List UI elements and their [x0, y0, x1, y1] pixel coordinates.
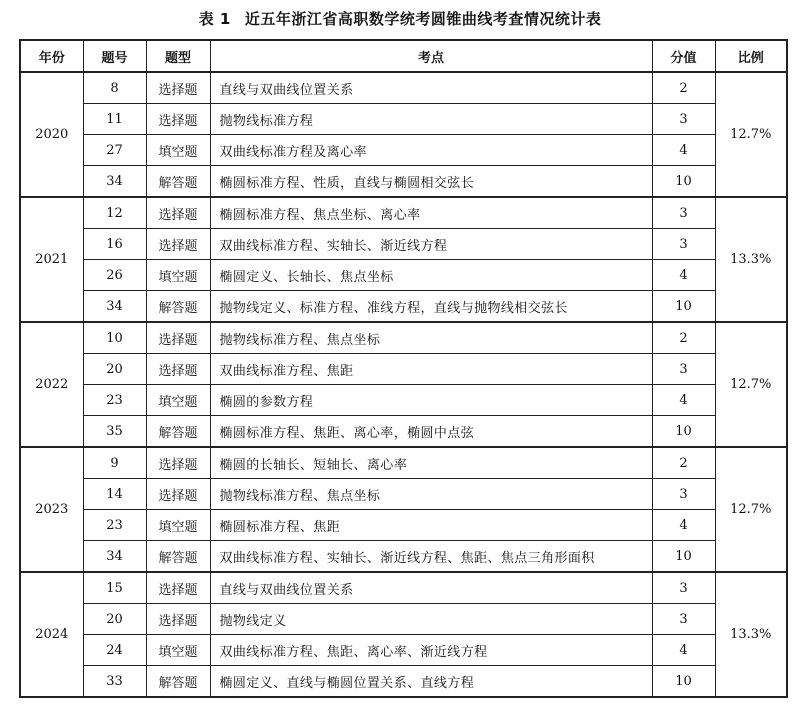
- type-cell: 解答题: [146, 166, 210, 198]
- topic-cell: 抛物线标准方程、焦点坐标: [210, 322, 652, 354]
- type-cell: 解答题: [146, 666, 210, 698]
- header-row: [20, 40, 787, 72]
- number-cell: 23: [83, 385, 146, 416]
- type-cell: 选择题: [146, 72, 210, 104]
- ratio-cell: 13.3%: [715, 572, 787, 697]
- topic-cell: 双曲线标准方程、焦距、离心率、渐近线方程: [210, 635, 652, 666]
- topic-cell: 直线与双曲线位置关系: [210, 72, 652, 104]
- number-cell: 14: [83, 479, 146, 510]
- table-row: [20, 322, 787, 354]
- number-cell: 20: [83, 354, 146, 385]
- score-cell: 3: [652, 479, 715, 510]
- table-row: [20, 666, 787, 698]
- statistics-table: [19, 39, 788, 698]
- table-body: [20, 72, 787, 697]
- table-row: [20, 447, 787, 479]
- topic-cell: 椭圆标准方程、焦点坐标、离心率: [210, 197, 652, 229]
- year-cell: 2023: [20, 447, 83, 572]
- type-cell: 选择题: [146, 322, 210, 354]
- number-cell: 33: [83, 666, 146, 698]
- number-cell: 34: [83, 291, 146, 323]
- number-cell: 26: [83, 260, 146, 291]
- table-row: [20, 260, 787, 291]
- table-row: [20, 229, 787, 260]
- header-ratio: 比例: [715, 40, 787, 72]
- topic-cell: 双曲线标准方程、焦距: [210, 354, 652, 385]
- score-cell: 4: [652, 260, 715, 291]
- number-cell: 35: [83, 416, 146, 448]
- number-cell: 34: [83, 166, 146, 198]
- score-cell: 4: [652, 135, 715, 166]
- type-cell: 选择题: [146, 572, 210, 604]
- topic-cell: 椭圆的长轴长、短轴长、离心率: [210, 447, 652, 479]
- number-cell: 27: [83, 135, 146, 166]
- topic-cell: 直线与双曲线位置关系: [210, 572, 652, 604]
- year-cell: 2022: [20, 322, 83, 447]
- year-cell: 2020: [20, 72, 83, 197]
- table-row: [20, 510, 787, 541]
- table-row: [20, 572, 787, 604]
- table-caption: [0, 8, 800, 30]
- table-row: [20, 541, 787, 573]
- topic-cell: 抛物线标准方程: [210, 104, 652, 135]
- score-cell: 4: [652, 385, 715, 416]
- topic-cell: 双曲线标准方程、实轴长、渐近线方程: [210, 229, 652, 260]
- score-cell: 4: [652, 635, 715, 666]
- table-row: [20, 385, 787, 416]
- table-row: [20, 104, 787, 135]
- header-number: 题号: [83, 40, 146, 72]
- table-row: [20, 291, 787, 323]
- type-cell: 填空题: [146, 635, 210, 666]
- score-cell: 10: [652, 666, 715, 698]
- topic-cell: 椭圆标准方程、焦距、离心率，椭圆中点弦: [210, 416, 652, 448]
- number-cell: 23: [83, 510, 146, 541]
- score-cell: 3: [652, 104, 715, 135]
- topic-cell: 双曲线标准方程及离心率: [210, 135, 652, 166]
- table-row: [20, 197, 787, 229]
- table-row: [20, 416, 787, 448]
- number-cell: 9: [83, 447, 146, 479]
- table-row: [20, 354, 787, 385]
- topic-cell: 椭圆标准方程、性质，直线与椭圆相交弦长: [210, 166, 652, 198]
- score-cell: 2: [652, 447, 715, 479]
- number-cell: 16: [83, 229, 146, 260]
- number-cell: 11: [83, 104, 146, 135]
- ratio-cell: 13.3%: [715, 197, 787, 322]
- topic-cell: 抛物线定义、标准方程、准线方程，直线与抛物线相交弦长: [210, 291, 652, 323]
- type-cell: 选择题: [146, 104, 210, 135]
- table-number: 表 1: [198, 10, 231, 28]
- table-row: [20, 135, 787, 166]
- table-row: [20, 479, 787, 510]
- score-cell: 3: [652, 229, 715, 260]
- type-cell: 选择题: [146, 229, 210, 260]
- score-cell: 3: [652, 354, 715, 385]
- type-cell: 选择题: [146, 354, 210, 385]
- number-cell: 15: [83, 572, 146, 604]
- type-cell: 选择题: [146, 197, 210, 229]
- ratio-cell: 12.7%: [715, 322, 787, 447]
- type-cell: 解答题: [146, 291, 210, 323]
- header-topic: 考点: [210, 40, 652, 72]
- year-cell: 2021: [20, 197, 83, 322]
- type-cell: 选择题: [146, 604, 210, 635]
- score-cell: 10: [652, 416, 715, 448]
- table-row: [20, 72, 787, 104]
- topic-cell: 椭圆标准方程、焦距: [210, 510, 652, 541]
- number-cell: 12: [83, 197, 146, 229]
- score-cell: 10: [652, 541, 715, 573]
- header-type: 题型: [146, 40, 210, 72]
- topic-cell: 抛物线标准方程、焦点坐标: [210, 479, 652, 510]
- score-cell: 10: [652, 291, 715, 323]
- header-year: 年份: [20, 40, 83, 72]
- topic-cell: 椭圆定义、直线与椭圆位置关系、直线方程: [210, 666, 652, 698]
- type-cell: 填空题: [146, 510, 210, 541]
- score-cell: 2: [652, 72, 715, 104]
- ratio-cell: 12.7%: [715, 72, 787, 197]
- score-cell: 2: [652, 322, 715, 354]
- type-cell: 选择题: [146, 479, 210, 510]
- topic-cell: 椭圆定义、长轴长、焦点坐标: [210, 260, 652, 291]
- score-cell: 4: [652, 510, 715, 541]
- topic-cell: 双曲线标准方程、实轴长、渐近线方程、焦距、焦点三角形面积: [210, 541, 652, 573]
- ratio-cell: 12.7%: [715, 447, 787, 572]
- topic-cell: 椭圆的参数方程: [210, 385, 652, 416]
- table-row: [20, 166, 787, 198]
- type-cell: 填空题: [146, 385, 210, 416]
- score-cell: 3: [652, 197, 715, 229]
- topic-cell: 抛物线定义: [210, 604, 652, 635]
- number-cell: 20: [83, 604, 146, 635]
- number-cell: 24: [83, 635, 146, 666]
- header-score: 分值: [652, 40, 715, 72]
- type-cell: 填空题: [146, 260, 210, 291]
- score-cell: 3: [652, 572, 715, 604]
- type-cell: 解答题: [146, 416, 210, 448]
- type-cell: 解答题: [146, 541, 210, 573]
- type-cell: 填空题: [146, 135, 210, 166]
- year-cell: 2024: [20, 572, 83, 697]
- score-cell: 10: [652, 166, 715, 198]
- number-cell: 10: [83, 322, 146, 354]
- table-row: [20, 635, 787, 666]
- number-cell: 8: [83, 72, 146, 104]
- type-cell: 选择题: [146, 447, 210, 479]
- number-cell: 34: [83, 541, 146, 573]
- table-row: [20, 604, 787, 635]
- score-cell: 3: [652, 604, 715, 635]
- table-title: 近五年浙江省高职数学统考圆锥曲线考查情况统计表: [244, 10, 602, 28]
